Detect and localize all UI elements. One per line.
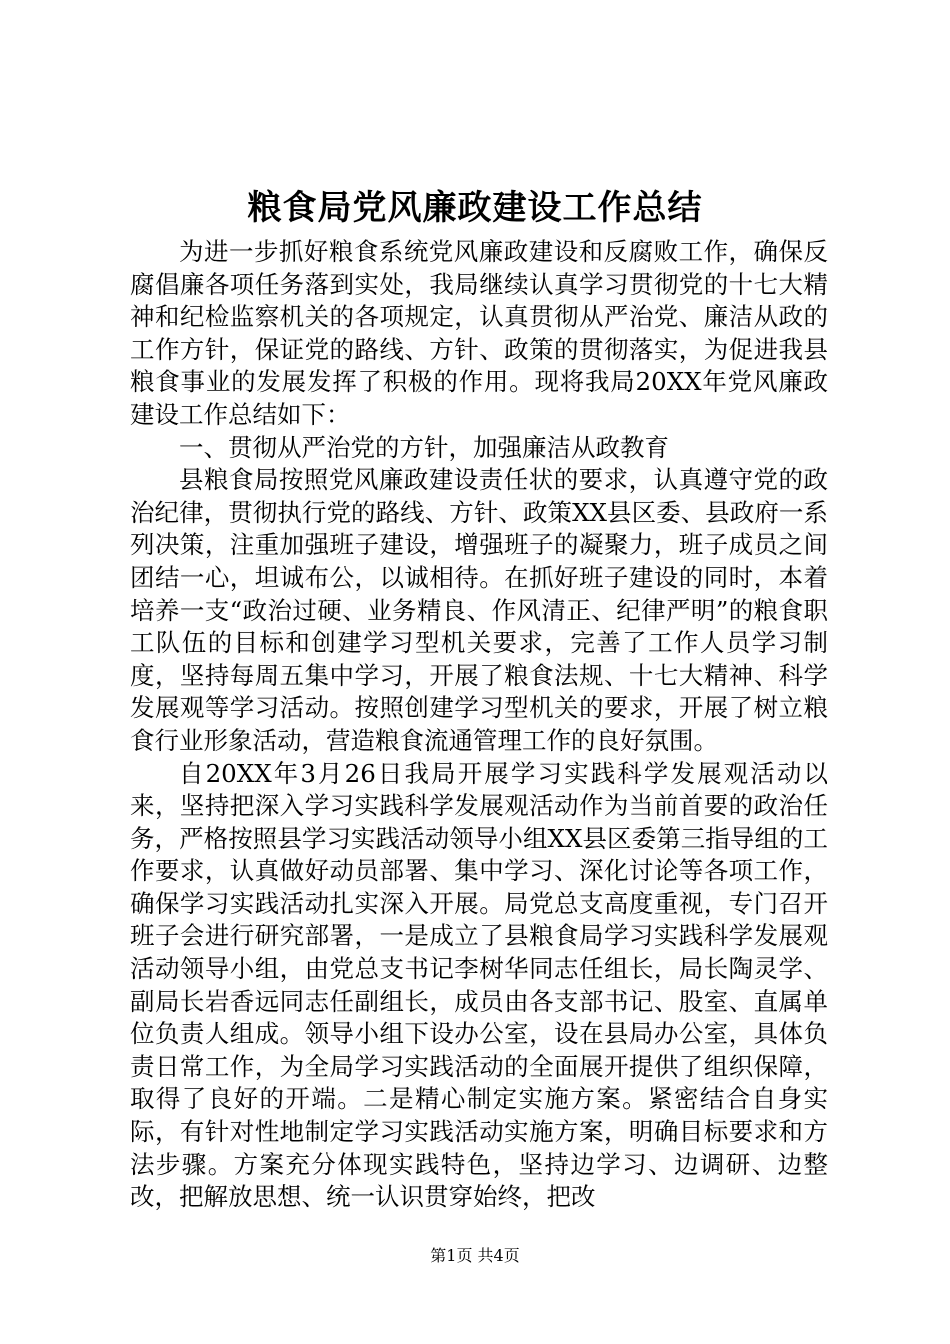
document-body bbox=[130, 236, 828, 1214]
document-title: 粮食局党风廉政建设工作总结 bbox=[247, 188, 703, 228]
paragraph-intro: 为进一步抓好粮食系统党风廉政建设和反腐败工作，确保反腐倡廉各项任务落到实处，我局继续认真学习贯彻党的十七大精神和纪检监察机关的各项规定，认真贯彻从严治党、廉洁从政的工作方针，保证党的路线、方针、政策的贯彻落实，为促进我县粮食事业的发展发挥了积极的作用。现将我局20XX年党风廉政建设工作总结如下： bbox=[130, 237, 828, 429]
page-number-footer: 第1页 共4页 bbox=[430, 1246, 520, 1265]
paragraph-team-building: 县粮食局按照党风廉政建设责任状的要求，认真遵守党的政治纪律，贯彻执行党的路线、方针、政策XX县区委、县政府一系列决策，注重加强班子建设，增强班子的凝聚力，班子成员之间团结一心，坦诚布公，以诚相待。在抓好班子建设的同时，本着培养一支“政治过硬、业务精良、作风清正、纪律严明”的粮食职工队伍的目标和创建学习型机关要求，完善了工作人员学习制度，坚持每周五集中学习，开展了粮食法规、十七大精神、科学发展观等学习活动。按照创建学习型机关的要求，开展了树立粮食行业形象活动，营造粮食流通管理工作的良好氛围。 bbox=[130, 465, 828, 755]
section-heading-1: 一、贯彻从严治党的方针，加强廉洁从政教育 bbox=[179, 432, 669, 462]
paragraph-practice-activity: 自20XX年3月26日我局开展学习实践科学发展观活动以来，坚持把深入学习实践科学发展观活动作为当前首要的政治任务，严格按照县学习实践活动领导小组XX县区委第三指导组的工作要求，认真做好动员部署、集中学习、深化讨论等各项工作，确保学习实践活动扎实深入开展。局党总支高度重视，专门召开班子会进行研究部署，一是成立了县粮食局学习实践科学发展观活动领导小组，由党总支书记李树华同志任组长，局长陶灵学、副局长岩香远同志任副组长，成员由各支部书记、股室、直属单位负责人组成。领导小组下设办公室，设在县局办公室，具体负责日常工作，为全局学习实践活动的全面展开提供了组织保障，取得了良好的开端。二是精心制定实施方案。紧密结合自身实际，有针对性地制定学习实践活动实施方案，明确目标要求和方法步骤。方案充分体现实践特色，坚持边学习、边调研、边整改，把解放思想、统一认识贯穿始终，把改 bbox=[130, 758, 828, 1212]
